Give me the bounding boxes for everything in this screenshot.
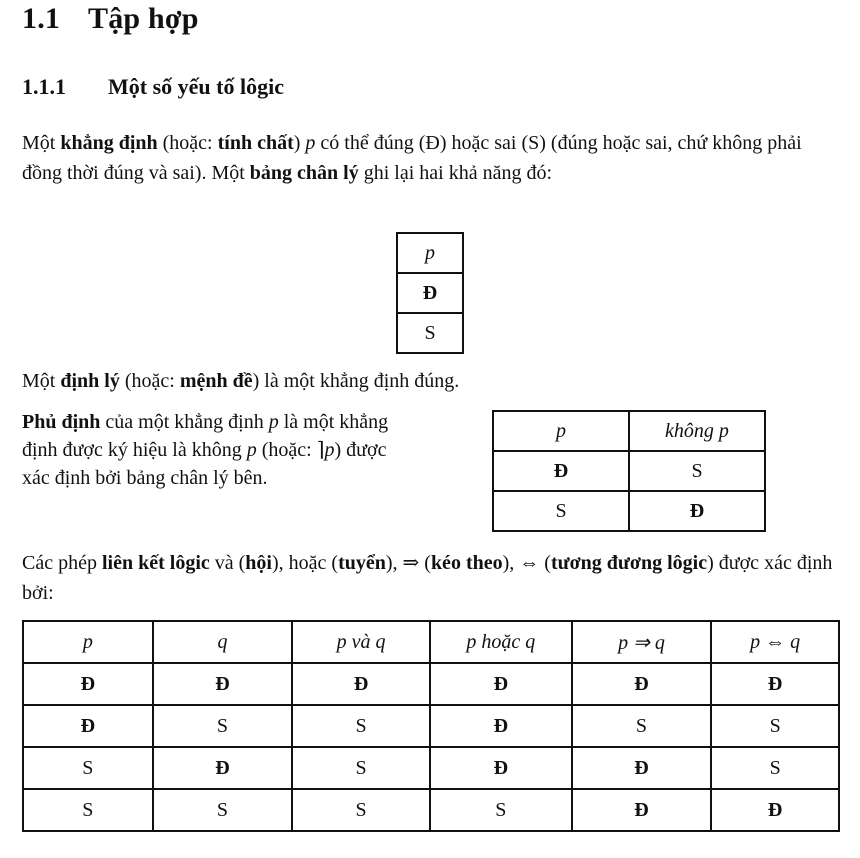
table-cell: Đ	[430, 705, 572, 747]
table-header: q	[153, 621, 293, 663]
table-header: p ⇔ q	[711, 621, 839, 663]
table-cell: S	[711, 705, 839, 747]
table-row	[23, 663, 839, 705]
paragraph-theorem: Một định lý (hoặc: mệnh đề) là một khẳng định đúng.	[22, 370, 460, 392]
subsection-heading	[22, 74, 284, 100]
table-cell: S	[397, 313, 463, 353]
table-cell: Đ	[430, 747, 572, 789]
table-header: p ⇒ q	[572, 621, 712, 663]
paragraph-statement: Một khẳng định (hoặc: tính chất) p có thể đúng (Đ) hoặc sai (S) (đúng hoặc sai, chứ không phải đồng thời đúng và sai). Một bảng chân lý ghi lại hai khả năng đó:	[22, 132, 802, 184]
table-cell: S	[572, 705, 712, 747]
table-cell: Đ	[153, 747, 293, 789]
table-header: p	[493, 411, 629, 451]
table-cell: Đ	[153, 663, 293, 705]
table-cell: Đ	[572, 789, 712, 831]
negation-table	[492, 410, 766, 532]
truth-table-p	[396, 232, 464, 354]
section-heading	[22, 2, 199, 36]
table-cell: Đ	[629, 491, 765, 531]
table-cell: Đ	[397, 273, 463, 313]
connectives-truth-table	[22, 620, 840, 832]
paragraph-negation: Phủ định của một khẳng định p là một khẳng định được ký hiệu là không p (hoặc: ⌉p) được xác định bởi bảng chân lý bên.	[22, 411, 389, 489]
table-cell: Đ	[572, 747, 712, 789]
table-cell: Đ	[292, 663, 430, 705]
table-header: p	[23, 621, 153, 663]
subsection-number: 1.1.1	[22, 74, 66, 99]
table-header: p	[397, 233, 463, 273]
table-cell: S	[493, 491, 629, 531]
table-cell: Đ	[711, 663, 839, 705]
table-cell: Đ	[711, 789, 839, 831]
table-cell: Đ	[23, 663, 153, 705]
section-title: Tập hợp	[88, 2, 199, 35]
subsection-title: Một số yếu tố lôgic	[108, 74, 284, 99]
table-cell: Đ	[572, 663, 712, 705]
table-cell: Đ	[493, 451, 629, 491]
table-cell: S	[292, 789, 430, 831]
table-header: p hoặc q	[430, 621, 572, 663]
paragraph-connectives: Các phép liên kết lôgic và (hội), hoặc (tuyển), ⇒ (kéo theo), ⇔ (tương đương lôgic) được xác định bởi:	[22, 552, 833, 604]
table-cell: S	[23, 747, 153, 789]
section-number: 1.1	[22, 2, 61, 35]
table-cell: Đ	[23, 705, 153, 747]
table-cell: S	[292, 705, 430, 747]
table-header: p và q	[292, 621, 430, 663]
table-cell: S	[629, 451, 765, 491]
table-cell: S	[711, 747, 839, 789]
table-row	[23, 789, 839, 831]
table-cell: S	[430, 789, 572, 831]
table-cell: S	[153, 789, 293, 831]
table-row	[23, 747, 839, 789]
table-row	[23, 705, 839, 747]
table-header: không p	[629, 411, 765, 451]
table-cell: S	[23, 789, 153, 831]
table-cell: Đ	[430, 663, 572, 705]
table-cell: S	[153, 705, 293, 747]
table-cell: S	[292, 747, 430, 789]
